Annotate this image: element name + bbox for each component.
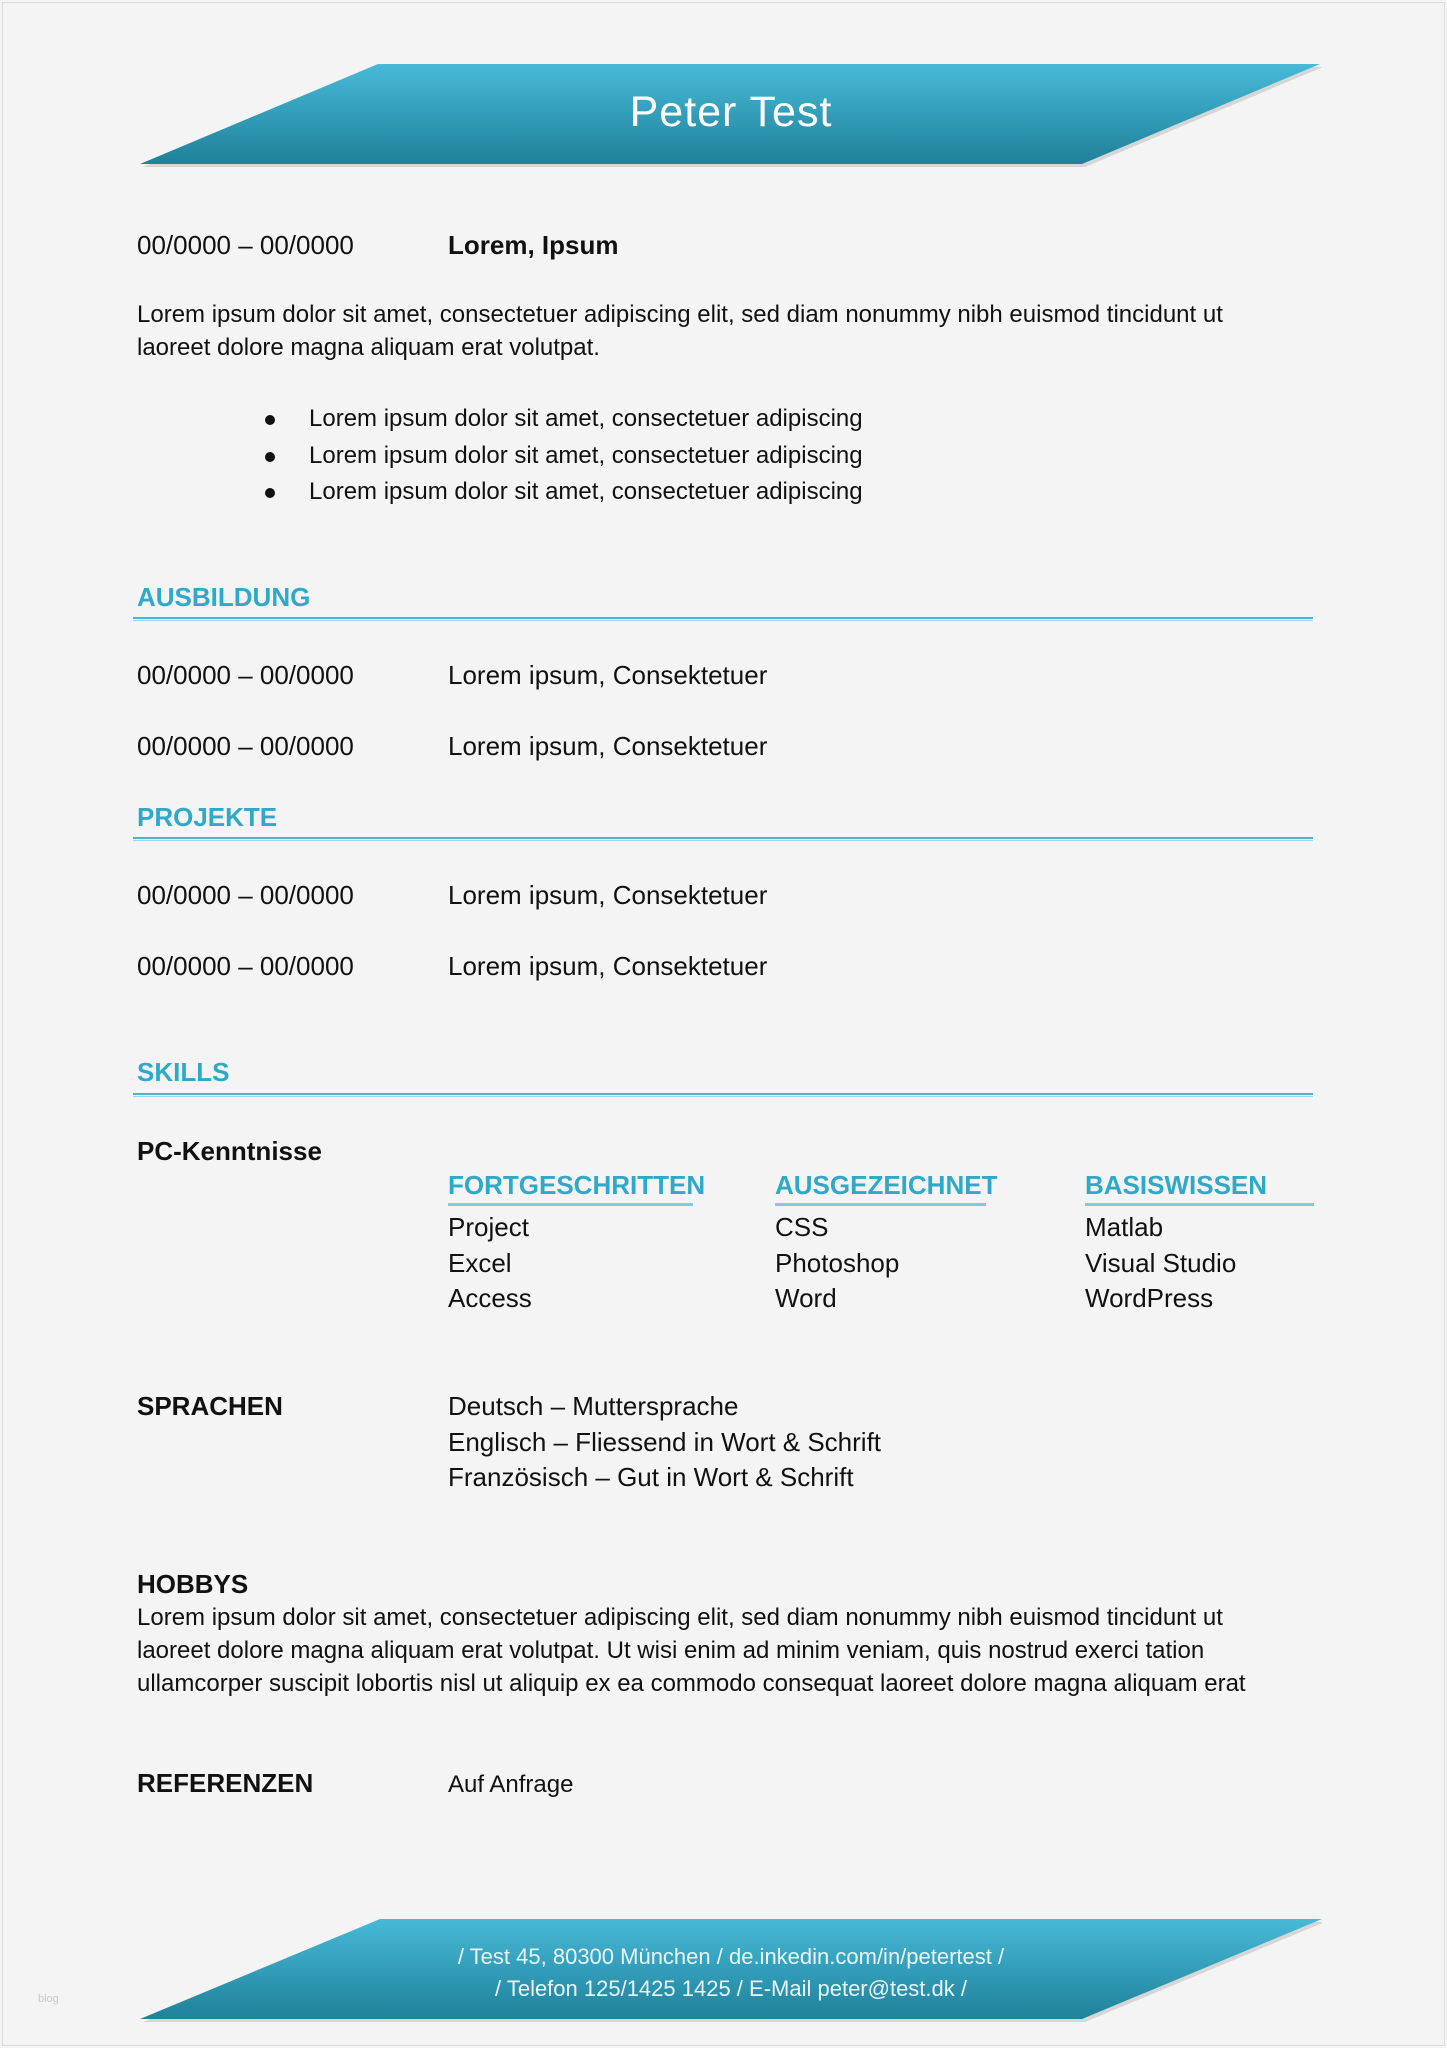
- experience-bullet-list: [265, 401, 863, 511]
- projekte-entry: Lorem ipsum, Consektetuer: [448, 951, 768, 981]
- list-item: Lorem ipsum dolor sit amet, consectetuer adipiscing: [265, 474, 863, 511]
- page-title: Peter Test: [629, 88, 833, 136]
- pc-skills-label: PC-Kenntnisse: [137, 1136, 322, 1166]
- section-divider: [133, 617, 1313, 621]
- section-heading-skills: SKILLS: [137, 1057, 230, 1087]
- referenzen-label: REFERENZEN: [137, 1768, 314, 1798]
- section-divider: [133, 837, 1313, 841]
- skill-column-heading: FORTGESCHRITTEN: [448, 1170, 693, 1206]
- ausbildung-entry: Lorem ipsum, Consektetuer: [448, 660, 768, 690]
- section-heading-ausbildung: AUSBILDUNG: [137, 582, 311, 612]
- watermark: blog: [38, 1993, 59, 2005]
- projekte-date: 00/0000 – 00/0000: [137, 951, 354, 981]
- skill-item: Access: [448, 1283, 532, 1313]
- skill-item: Excel: [448, 1247, 512, 1278]
- contact-address: / Test 45, 80300 München / de.inkedin.com/in/petertest /: [457, 1944, 1005, 1969]
- header-banner: [140, 60, 1322, 168]
- language-item: Englisch – Fliessend in Wort & Schrift: [448, 1426, 882, 1457]
- skill-item: WordPress: [1085, 1283, 1214, 1313]
- referenzen-value: Auf Anfrage: [448, 1771, 574, 1798]
- language-item: Deutsch – Muttersprache: [448, 1391, 739, 1421]
- list-item: Lorem ipsum dolor sit amet, consectetuer adipiscing: [265, 438, 863, 475]
- skill-column-fortgeschritten: [448, 1170, 706, 1317]
- experience-date: 00/0000 – 00/0000: [137, 230, 354, 260]
- skill-item: Matlab: [1085, 1212, 1164, 1242]
- skill-item: Word: [775, 1283, 837, 1313]
- skill-item: CSS: [775, 1212, 829, 1242]
- ausbildung-entry: Lorem ipsum, Consektetuer: [448, 731, 768, 761]
- contact-phone-email: / Telefon 125/1425 1425 / E-Mail peter@test.dk /: [495, 1976, 967, 2001]
- experience-description: Lorem ipsum dolor sit amet, consectetuer adipiscing elit, sed diam nonummy nibh euismod tincidunt ut laoreet dolore magna aliquam erat volutpat.: [137, 301, 1223, 361]
- sprachen-label: SPRACHEN: [137, 1391, 283, 1421]
- experience-title: Lorem, Ipsum: [448, 230, 619, 260]
- skill-item: Visual Studio: [1085, 1247, 1237, 1278]
- ausbildung-date: 00/0000 – 00/0000: [137, 731, 354, 761]
- hobbys-label: HOBBYS: [137, 1569, 249, 1599]
- ausbildung-date: 00/0000 – 00/0000: [137, 660, 354, 690]
- projekte-entry: Lorem ipsum, Consektetuer: [448, 880, 768, 910]
- skill-column-heading: AUSGEZEICHNET: [775, 1170, 986, 1206]
- list-item: Lorem ipsum dolor sit amet, consectetuer adipiscing: [265, 401, 863, 438]
- skill-column-ausgezeichnet: [775, 1170, 998, 1317]
- language-list: [448, 1389, 881, 1496]
- language-item: Französisch – Gut in Wort & Schrift: [448, 1462, 854, 1492]
- section-divider: [133, 1093, 1313, 1097]
- hobbys-text: Lorem ipsum dolor sit amet, consectetuer adipiscing elit, sed diam nonummy nibh euismod tincidunt ut laoreet dolore magna aliquam erat volutpat. Ut wisi enim ad minim veniam, quis nostrud exerci tation ullamcorper suscipit lobortis nisl ut aliquip ex ea commodo consequat laoreet dolore magna aliquam erat: [137, 1604, 1246, 1697]
- skill-column-heading: BASISWISSEN: [1085, 1170, 1314, 1206]
- skill-item: Project: [448, 1212, 529, 1242]
- contact-info: [140, 1941, 1322, 2005]
- footer-banner: [140, 1915, 1322, 2023]
- skill-column-basiswissen: [1085, 1170, 1314, 1317]
- skill-item: Photoshop: [775, 1247, 900, 1278]
- section-heading-projekte: PROJEKTE: [137, 802, 278, 832]
- projekte-date: 00/0000 – 00/0000: [137, 880, 354, 910]
